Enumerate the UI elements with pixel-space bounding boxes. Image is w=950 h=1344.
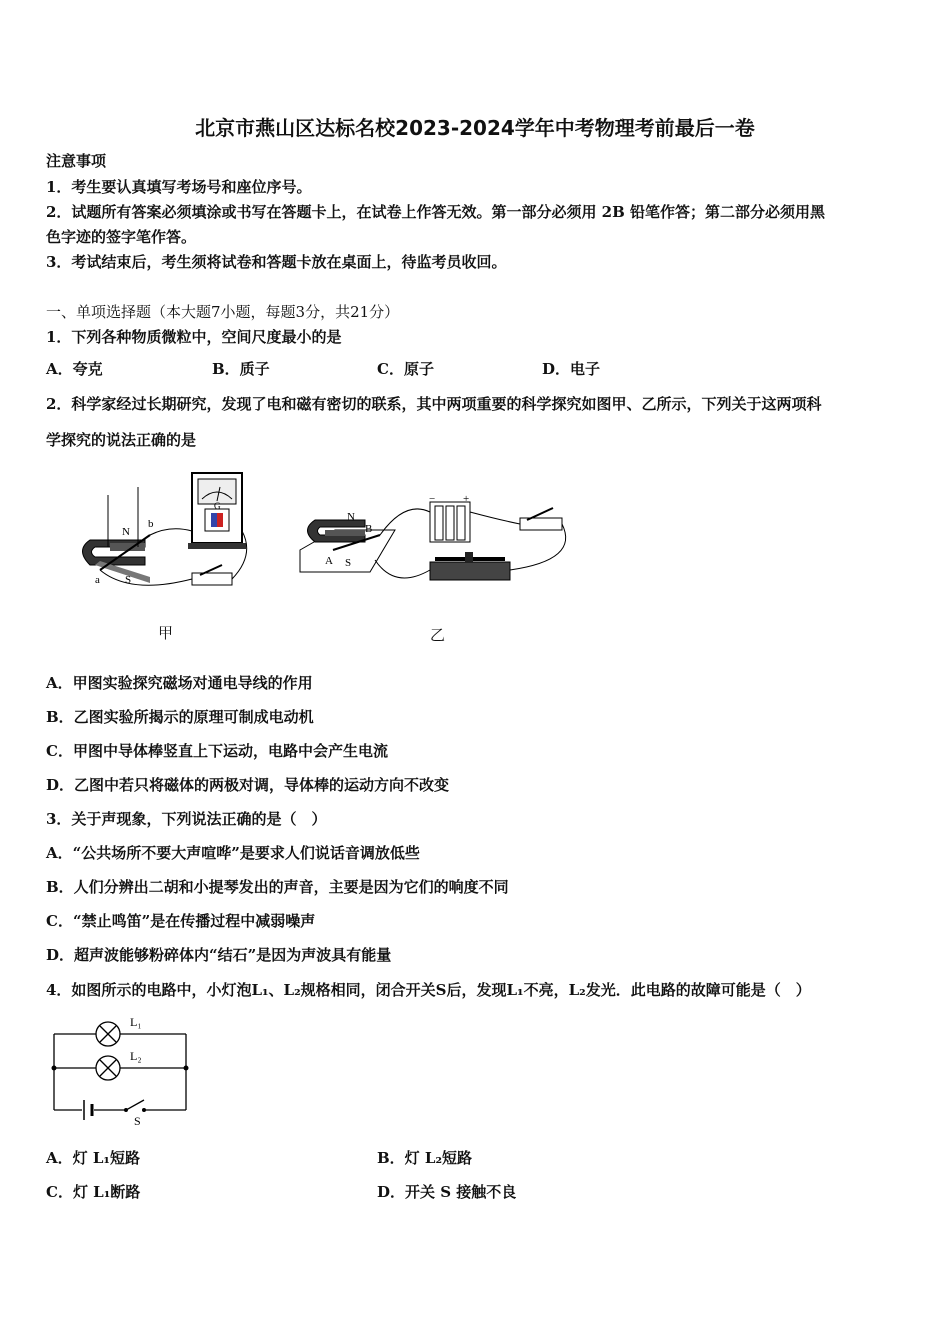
q2-stem-2: 学探究的说法正确的是 bbox=[46, 431, 197, 449]
q4-stem: 4．如图所示的电路中，小灯泡L₁、L₂规格相同，闭合开关S后，发现L₁不亮，L₂发光．此电路的故障可能是（ ） bbox=[46, 981, 811, 999]
q3-option-a: A．“公共场所不要大声喧哗”是要求人们说话音调放低些 bbox=[46, 844, 420, 862]
q4-option-b: B．灯 L₂短路 bbox=[377, 1149, 473, 1167]
q1-option-c: C．原子 bbox=[377, 360, 434, 378]
jia-label-g: G bbox=[214, 501, 221, 511]
yi-label-plus: + bbox=[463, 493, 470, 505]
q2-figure-jia bbox=[70, 465, 270, 600]
yi-label-n: N bbox=[347, 511, 355, 523]
figure-label-yi: 乙 bbox=[430, 626, 446, 644]
circuit-label-l1: L₁ bbox=[130, 1015, 142, 1029]
q4-option-a: A．灯 L₁短路 bbox=[46, 1149, 140, 1167]
notice-item-3: 3．考试结束后，考生须将试卷和答题卡放在桌面上，待监考员收回。 bbox=[46, 253, 507, 271]
q1-option-d: D．电子 bbox=[542, 360, 601, 378]
q3-option-c: C．“禁止鸣笛”是在传播过程中减弱噪声 bbox=[46, 912, 316, 930]
q1-option-b: B．质子 bbox=[212, 360, 270, 378]
figure-label-jia: 甲 bbox=[158, 624, 174, 642]
q1-stem: 1．下列各种物质微粒中，空间尺度最小的是 bbox=[46, 328, 342, 346]
yi-label-a: A bbox=[325, 555, 333, 567]
q1-option-a: A．夸克 bbox=[46, 360, 103, 378]
q2-option-c: C．甲图中导体棒竖直上下运动，电路中会产生电流 bbox=[46, 742, 388, 760]
q4-option-c: C．灯 L₁断路 bbox=[46, 1183, 141, 1201]
q2-option-b: B．乙图实验所揭示的原理可制成电动机 bbox=[46, 708, 314, 726]
q3-option-b: B．人们分辨出二胡和小提琴发出的声音，主要是因为它们的响度不同 bbox=[46, 878, 509, 896]
yi-label-b: B bbox=[365, 523, 373, 535]
q4-circuit-diagram bbox=[46, 1010, 206, 1130]
notice-heading: 注意事项 bbox=[46, 152, 107, 170]
jia-label-s: S bbox=[125, 574, 132, 586]
q2-figure-yi bbox=[295, 490, 585, 595]
q2-stem-1: 2．科学家经过长期研究，发现了电和磁有密切的联系，其中两项重要的科学探究如图甲、乙所示，下列关于这两项科 bbox=[46, 395, 822, 413]
section-heading: 一、单项选择题（本大题7小题，每题3分，共21分） bbox=[46, 303, 400, 321]
jia-label-a: a bbox=[95, 574, 100, 586]
circuit-label-s: S bbox=[134, 1114, 141, 1128]
notice-item-2-cont: 色字迹的签字笔作答。 bbox=[46, 228, 197, 246]
notice-item-1: 1．考生要认真填写考场号和座位序号。 bbox=[46, 178, 312, 196]
yi-label-s: S bbox=[345, 557, 352, 569]
notice-item-2: 2．试题所有答案必须填涂或书写在答题卡上，在试卷上作答无效。第一部分必须用 2B 铅笔作答；第二部分必须用黑 bbox=[46, 203, 826, 221]
q2-option-a: A．甲图实验探究磁场对通电导线的作用 bbox=[46, 674, 313, 692]
q3-stem: 3．关于声现象，下列说法正确的是（ ） bbox=[46, 810, 327, 828]
q3-option-d: D．超声波能够粉碎体内“结石”是因为声波具有能量 bbox=[46, 946, 392, 964]
q4-option-d: D．开关 S 接触不良 bbox=[377, 1183, 517, 1201]
circuit-label-l2: L₂ bbox=[130, 1049, 142, 1063]
jia-label-n: N bbox=[122, 526, 130, 538]
q2-option-d: D．乙图中若只将磁体的两极对调，导体棒的运动方向不改变 bbox=[46, 776, 450, 794]
jia-label-b: b bbox=[148, 518, 154, 530]
page-title: 北京市燕山区达标名校2023-2024学年中考物理考前最后一卷 bbox=[195, 116, 755, 140]
yi-label-minus: − bbox=[429, 493, 436, 505]
